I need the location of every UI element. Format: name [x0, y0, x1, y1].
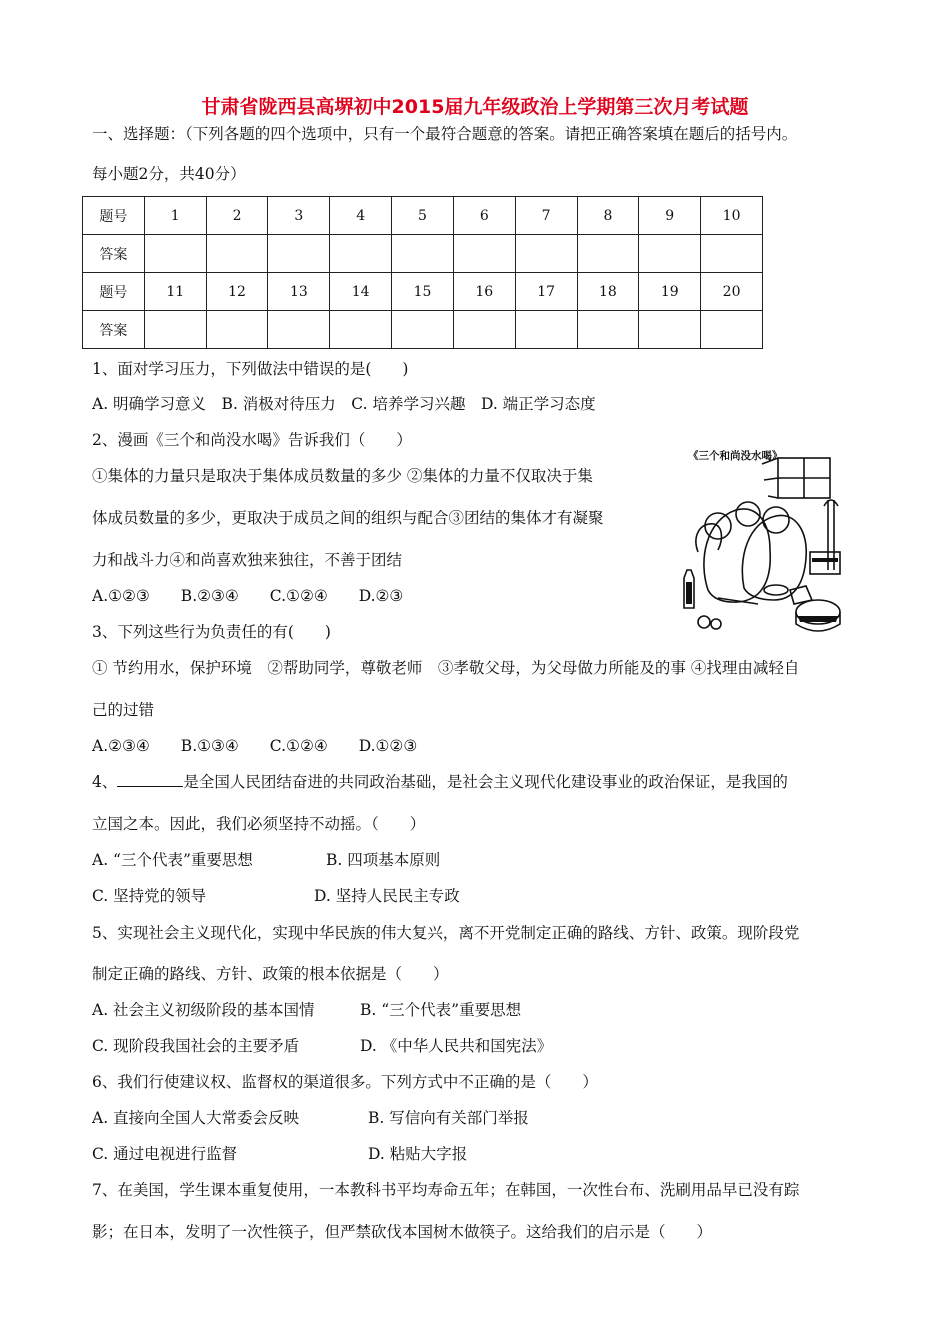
question-number: 12	[206, 273, 268, 311]
q1-stem: 1、面对学习压力，下列做法中错误的是( )	[92, 360, 409, 378]
q5-option-c: C. 现阶段我国社会的主要矛盾	[92, 1037, 300, 1055]
row-label-number: 题号	[83, 273, 145, 311]
question-number: 11	[144, 273, 206, 311]
q4-prefix: 4、	[92, 773, 118, 791]
answer-cell[interactable]	[453, 235, 515, 273]
q6-stem: 6、我们行使建议权、监督权的渠道很多。下列方式中不正确的是（ ）	[92, 1073, 598, 1091]
exam-title: 甘肃省陇西县高堺初中2015届九年级政治上学期第三次月考试题	[201, 96, 749, 118]
answer-cell[interactable]	[392, 235, 454, 273]
q4-option-b: B. 四项基本原则	[326, 851, 441, 869]
section-heading: 一、选择题：（下列各题的四个选项中，只有一个最符合题意的答案。请把正确答案填在题后的括号内。	[92, 125, 798, 143]
three-monks-cartoon	[678, 440, 858, 640]
question-number: 4	[330, 197, 392, 235]
question-number: 5	[392, 197, 454, 235]
q5-line1: 5、实现社会主义现代化，实现中华民族的伟大复兴，离不开党制定正确的路线、方针、政策。现阶段党	[92, 924, 800, 942]
answer-cell[interactable]	[701, 311, 763, 349]
answer-cell[interactable]	[330, 311, 392, 349]
question-number: 1	[144, 197, 206, 235]
q3-stem: 3、下列这些行为负责任的有( )	[92, 623, 331, 641]
question-number: 14	[330, 273, 392, 311]
question-number: 3	[268, 197, 330, 235]
q4-option-c: C. 坚持党的领导	[92, 887, 207, 905]
q3-line2: 己的过错	[92, 701, 155, 719]
q5-option-d: D. 《中华人民共和国宪法》	[360, 1037, 553, 1055]
table-row	[83, 197, 763, 235]
question-number: 16	[453, 273, 515, 311]
q3-options: A.②③④ B.①③④ C.①②④ D.①②③	[92, 737, 418, 755]
question-number: 15	[392, 273, 454, 311]
question-number: 19	[639, 273, 701, 311]
q4-line1	[92, 770, 788, 792]
answer-cell[interactable]	[701, 235, 763, 273]
q5-option-a: A. 社会主义初级阶段的基本国情	[92, 1001, 315, 1019]
q4-option-a: A. “三个代表”重要思想	[92, 851, 253, 869]
q2-stem: 2、漫画《三个和尚没水喝》告诉我们（ ）	[92, 431, 412, 449]
q4-line2: 立国之本。因此，我们必须坚持不动摇。（ ）	[92, 815, 426, 833]
answer-cell[interactable]	[206, 235, 268, 273]
question-number: 2	[206, 197, 268, 235]
q3-line1: ① 节约用水，保护环境 ②帮助同学，尊敬老师 ③孝敬父母，为父母做力所能及的事 ④找理由减轻自	[92, 659, 800, 677]
answer-cell[interactable]	[144, 311, 206, 349]
answer-cell[interactable]	[268, 311, 330, 349]
answer-cell[interactable]	[515, 311, 577, 349]
answer-cell[interactable]	[515, 235, 577, 273]
question-number: 6	[453, 197, 515, 235]
answer-cell[interactable]	[639, 311, 701, 349]
cartoon-caption: 《三个和尚没水喝》	[688, 450, 783, 462]
section-heading-cont: 每小题2分，共40分）	[92, 165, 246, 183]
answer-cell[interactable]	[577, 235, 639, 273]
answer-table	[82, 196, 763, 349]
q7-line2: 影；在日本，发明了一次性筷子，但严禁砍伐本国树木做筷子。这给我们的启示是（ ）	[92, 1223, 713, 1241]
q5-option-b: B. “三个代表”重要思想	[360, 1001, 522, 1019]
monks-drawing	[678, 440, 858, 640]
question-number: 18	[577, 273, 639, 311]
row-label-number: 题号	[83, 197, 145, 235]
q4-blank[interactable]	[117, 772, 183, 787]
row-label-answer: 答案	[83, 235, 145, 273]
q2-line1: ①集体的力量只是取决于集体成员数量的多少 ②集体的力量不仅取决于集	[92, 467, 593, 485]
answer-cell[interactable]	[268, 235, 330, 273]
q6-option-c: C. 通过电视进行监督	[92, 1145, 238, 1163]
answer-cell[interactable]	[206, 311, 268, 349]
answer-cell[interactable]	[639, 235, 701, 273]
question-number: 10	[701, 197, 763, 235]
q2-line3: 力和战斗力④和尚喜欢独来独往，不善于团结	[92, 551, 403, 569]
question-number: 9	[639, 197, 701, 235]
q2-line2: 体成员数量的多少，更取决于成员之间的组织与配合③团结的集体才有凝聚	[92, 509, 604, 527]
answer-cell[interactable]	[453, 311, 515, 349]
table-row	[83, 273, 763, 311]
answer-cell[interactable]	[144, 235, 206, 273]
q6-option-b: B. 写信向有关部门举报	[368, 1109, 529, 1127]
answer-cell[interactable]	[577, 311, 639, 349]
row-label-answer: 答案	[83, 311, 145, 349]
question-number: 7	[515, 197, 577, 235]
question-number: 17	[515, 273, 577, 311]
question-number: 13	[268, 273, 330, 311]
q7-line1: 7、在美国，学生课本重复使用，一本教科书平均寿命五年；在韩国，一次性台布、洗刷用品早已没有踪	[92, 1181, 800, 1199]
table-row	[83, 235, 763, 273]
q6-option-a: A. 直接向全国人大常委会反映	[92, 1109, 300, 1127]
question-number: 8	[577, 197, 639, 235]
q4-stem: 是全国人民团结奋进的共同政治基础，是社会主义现代化建设事业的政治保证，是我国的	[183, 773, 788, 791]
q5-line2: 制定正确的路线、方针、政策的根本依据是（ ）	[92, 965, 449, 983]
answer-cell[interactable]	[392, 311, 454, 349]
question-number: 20	[701, 273, 763, 311]
q1-options: A. 明确学习意义 B. 消极对待压力 C. 培养学习兴趣 D. 端正学习态度	[92, 395, 596, 413]
answer-cell[interactable]	[330, 235, 392, 273]
table-row	[83, 311, 763, 349]
q2-options: A.①②③ B.②③④ C.①②④ D.②③	[92, 587, 404, 605]
q6-option-d: D. 粘贴大字报	[368, 1145, 468, 1163]
q4-option-d: D. 坚持人民民主专政	[314, 887, 460, 905]
